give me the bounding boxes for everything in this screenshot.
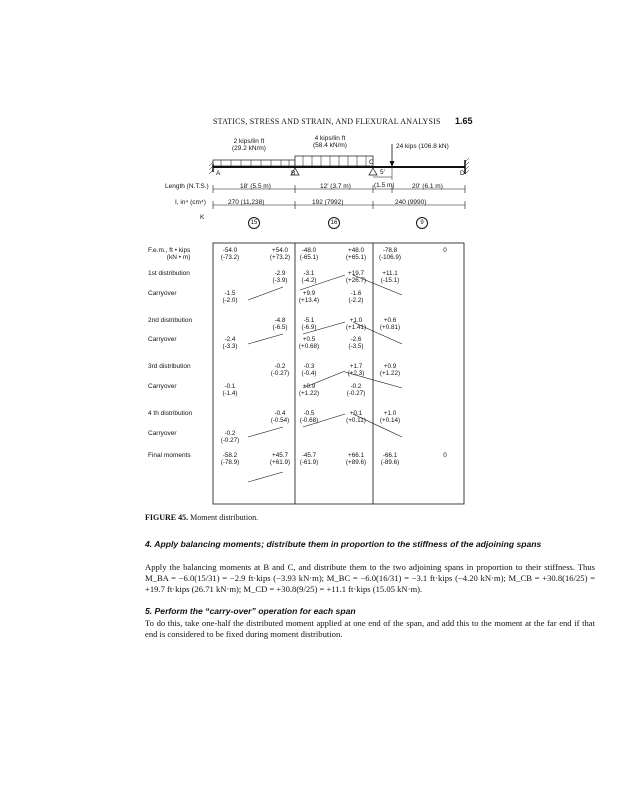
k-ab: 15 (248, 211, 260, 229)
table-cell: -2.9 (-3.9) (272, 270, 288, 284)
step4-body: Apply the balancing moments at B and C, and distribute them to the two adjoining spans in proportion to their stiffness. Thus M_BA = −6.0(15/31) = −2.9 ft·kips (−3.93 kN·m); M_BC = −6.0(16/31) = −3.1 ft·kips (−4.20 kN·m); M_CB = +30.8(16/25) = +19.7 ft·kips (26.71 kN·m); M_CD = +30.8(9/25) = +11.1 ft·kips (15.05 kN·m). (145, 562, 595, 594)
inertia-ab: 270 (11,238) (228, 199, 265, 206)
table-cell: +54.0 (+73.2) (269, 247, 291, 261)
point-load-label: 24 kips (106.8 kN) (396, 143, 449, 150)
length-ab: 18' (5.5 m) (240, 183, 271, 190)
length-c5: (1.5 m) (374, 182, 395, 189)
running-header: STATICS, STRESS AND STRAIN, AND FLEXURAL ANALYSIS (213, 117, 441, 126)
step5-heading: 5. Perform the “carry-over” operation for each span (145, 606, 356, 616)
table-cell: -0.1 (-1.4) (222, 383, 238, 397)
page-number: 1.65 (455, 116, 473, 126)
table-cell: -0.2 (-0.27) (220, 430, 240, 444)
table-cell: -2.4 (-3.3) (222, 336, 238, 350)
table-cell: -4.8 (-6.5) (272, 317, 288, 331)
table-cell: +1.0 (+0.14) (379, 410, 401, 424)
figure-caption-text: Moment distribution. (190, 513, 259, 522)
table-row-label: 3rd distribution (148, 363, 191, 370)
table-cell: -5.1 (-6.9) (301, 317, 317, 331)
table-row-label: Carryover (148, 430, 177, 437)
table-cell: -45.7 (-61.9) (299, 452, 319, 466)
inertia-bc: 192 (7992) (312, 199, 344, 206)
table-cell: +1.0 (+1.41) (345, 317, 367, 331)
inertia-cd: 240 (9990) (395, 199, 427, 206)
table-cell: -0.2 (-0.27) (346, 383, 366, 397)
dim-5ft: 5' (380, 169, 385, 176)
k-label: K (200, 214, 205, 221)
table-cell: -58.2 (-78.9) (220, 452, 240, 466)
table-cell: +0.1 (+0.11) (346, 410, 366, 424)
table-cell: -1.5 (-2.0) (222, 290, 238, 304)
k-cd: 9 (416, 211, 428, 229)
table-row-label: Final moments (148, 452, 191, 459)
table-cell: -78.8 (-106.9) (378, 247, 402, 261)
figure-label: FIGURE 45. (145, 513, 189, 522)
node-c: C (369, 159, 374, 166)
table-cell: +45.7 (+61.9) (269, 452, 291, 466)
table-cell: +9.9 (+13.4) (298, 290, 320, 304)
load1-label: 2 kips/lin ft (29.2 kN/m) (232, 138, 266, 152)
table-cell: -66.1 (-89.6) (380, 452, 400, 466)
table-row-label: Carryover (148, 383, 177, 390)
table-cell: -0.4 (-0.54) (270, 410, 290, 424)
table-cell: +48.0 (+65.1) (345, 247, 367, 261)
node-b: B (291, 170, 296, 177)
table-cell: +11.1 (-15.1) (380, 270, 400, 284)
table-cell: -1.6 (-2.2) (348, 290, 364, 304)
table-row-label: 2nd distribution (148, 317, 193, 324)
step5-body: To do this, take one-half the distributed moment applied at one end of the span, and add this to the moment at the far end if that end is considered to be fixed during moment distribution. (145, 618, 595, 639)
table-row-label: Carryover (148, 290, 177, 297)
table-cell: +0.9 (+1.22) (298, 383, 320, 397)
load2-label: 4 kips/lin ft (58.4 kN/m) (313, 135, 347, 149)
table-row-label: Carryover (148, 336, 177, 343)
table-cell: 0 (443, 452, 447, 459)
table-cell: +66.1 (+89.6) (345, 452, 367, 466)
table-cell: -48.0 (-65.1) (299, 247, 319, 261)
step4-heading: 4. Apply balancing moments; distribute them in proportion to the stiffness of the adjoining spans (145, 539, 542, 549)
node-d: D (460, 170, 465, 177)
table-cell: -0.5 (-0.68) (299, 410, 319, 424)
table-cell: -0.2 (-0.27) (270, 363, 290, 377)
k-bc: 16 (328, 211, 340, 229)
inertia-label: I, in⁴ (cm⁴) (175, 199, 206, 206)
table-cell: +0.6 (+0.81) (379, 317, 401, 331)
table-cell: -2.6 (-3.5) (348, 336, 364, 350)
table-cell: 0 (443, 247, 447, 254)
node-a: A (216, 170, 221, 177)
table-cell: +19.7 (+26.7) (345, 270, 367, 284)
length-label: Length (N.T.S.) (165, 183, 209, 190)
table-cell: +0.5 (+0.68) (298, 336, 320, 350)
table-cell: -3.1 (-4.2) (301, 270, 317, 284)
length-bc: 12' (3.7 m) (320, 183, 351, 190)
table-cell: -0.3 (-0.4) (301, 363, 317, 377)
table-cell: +0.9 (+1.22) (379, 363, 401, 377)
length-cd: 20' (6.1 m) (412, 183, 443, 190)
table-cell: +1.7 (+2.3) (347, 363, 365, 377)
table-cell: -54.0 (-73.2) (220, 247, 240, 261)
table-row-label: 1st distribution (148, 270, 190, 277)
figure-caption (145, 513, 258, 522)
table-row-label: F.e.m., ft • kips (kN • m) (148, 247, 191, 261)
table-row-label: 4 th distribution (148, 410, 193, 417)
